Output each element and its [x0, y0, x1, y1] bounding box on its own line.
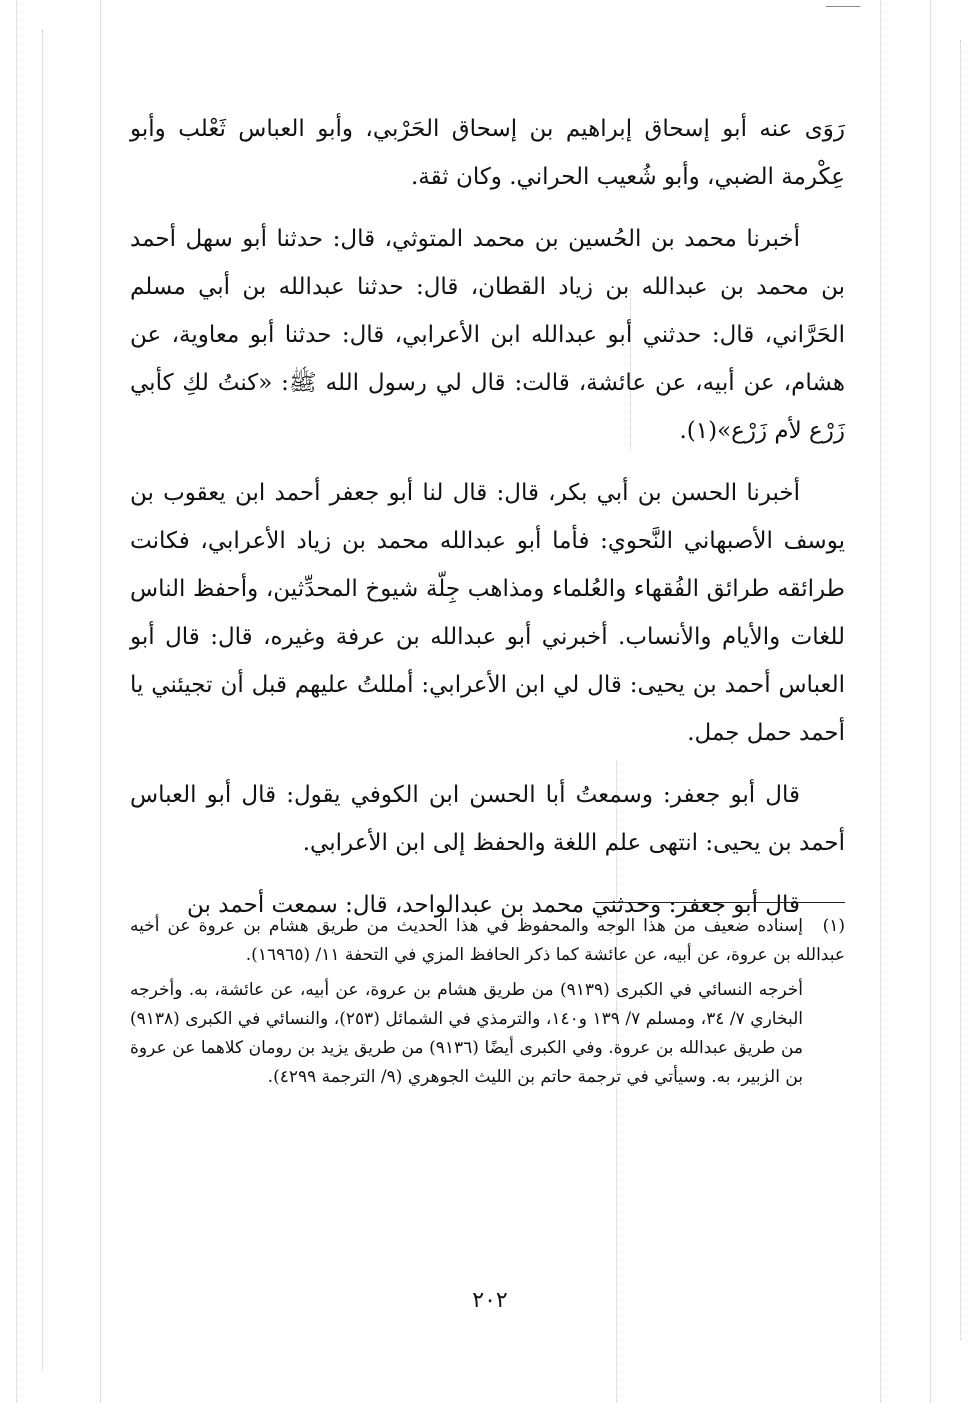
main-text	[130, 105, 845, 943]
footnote-continuation: أخرجه النسائي في الكبرى (٩١٣٩) من طريق هشام بن عروة، عن أبيه، عن عائشة، به. وأخرجه البخاري ٧/ ٣٤، ومسلم ٧/ ١٣٩ و١٤٠، والترمذي في الشمائل (٢٥٣)، والنسائي في الكبرى (٩١٣٨) من طريق عبدالله بن عروة. وفي الكبرى أيضًا (٩١٣٦) من طريق يزيد بن رومان كلاهما عن عروة بن الزبير، به. وسيأتي في ترجمة حاتم بن الليث الجوهري (٩/ الترجمة ٤٢٩٩).	[130, 980, 804, 1087]
scan-artifact-line	[960, 40, 961, 1340]
scan-artifact-line	[880, 0, 881, 1403]
footnote	[130, 912, 845, 970]
scan-artifact-line	[100, 0, 101, 1403]
footnote-number: (١)	[822, 916, 845, 936]
paragraph: قال أبو جعفر: وسمعتُ أبا الحسن ابن الكوفي يقول: قال أبو العباس أحمد بن يحيى: انتهى علم اللغة والحفظ إلى ابن الأعرابي.	[130, 782, 845, 856]
paragraph: رَوَى عنه أبو إسحاق إبراهيم بن إسحاق الحَرْبي، وأبو العباس ثَعْلب وأبو عِكْرمة الضبي، وأبو شُعيب الحراني. وكان ثقة.	[130, 116, 845, 190]
footnote-separator	[595, 902, 845, 903]
scan-artifact-mark	[826, 6, 860, 7]
paragraph: أخبرنا الحسن بن أبي بكر، قال: قال لنا أبو جعفر أحمد ابن يعقوب بن يوسف الأصبهاني النَّحوي: فأما أبو عبدالله محمد بن زياد الأعرابي، فكانت طرائقه طرائق الفُقهاء والعُلماء ومذاهب جِلّة شيوخ المحدِّثين، وأحفظ الناس للغات والأيام والأنساب. أخبرني أبو عبدالله بن عرفة وغيره، قال: قال أبو العباس أحمد بن يحيى: قال لي ابن الأعرابي: أمللتُ عليهم قبل أن تجيئني يا أحمد حمل جمل.	[130, 480, 845, 746]
paragraph: أخبرنا محمد بن الحُسين بن محمد المتوثي، قال: حدثنا أبو سهل أحمد بن محمد بن عبدالله بن زياد القطان، قال: حدثنا عبدالله بن أبي مسلم الحَرَّاني، قال: حدثني أبو عبدالله ابن الأعرابي، قال: حدثنا أبو معاوية، عن هشام، عن أبيه، عن عائشة، قالت: قال لي رسول الله ﷺ: «كنتُ لكِ كأبي زَرْع لأم زَرْع»(١).	[130, 226, 845, 444]
page-number: ٢٠٢	[472, 1288, 508, 1313]
footnote-text: إسناده ضعيف من هذا الوجه والمحفوظ في هذا الحديث من طريق هشام بن عروة عن أخيه عبدالله بن عروة، عن أبيه، عن عائشة كما ذكر الحافظ المزي في التحفة ١١/ (١٦٩٦٥).	[130, 916, 845, 965]
scan-artifact-line	[930, 0, 931, 1403]
footnotes	[130, 912, 845, 1098]
paragraph: قال أبو جعفر: وحدثني محمد بن عبدالواحد، قال: سمعت أحمد بن	[187, 892, 800, 918]
scan-artifact-line	[42, 30, 43, 1370]
scan-artifact-line	[16, 0, 17, 1403]
